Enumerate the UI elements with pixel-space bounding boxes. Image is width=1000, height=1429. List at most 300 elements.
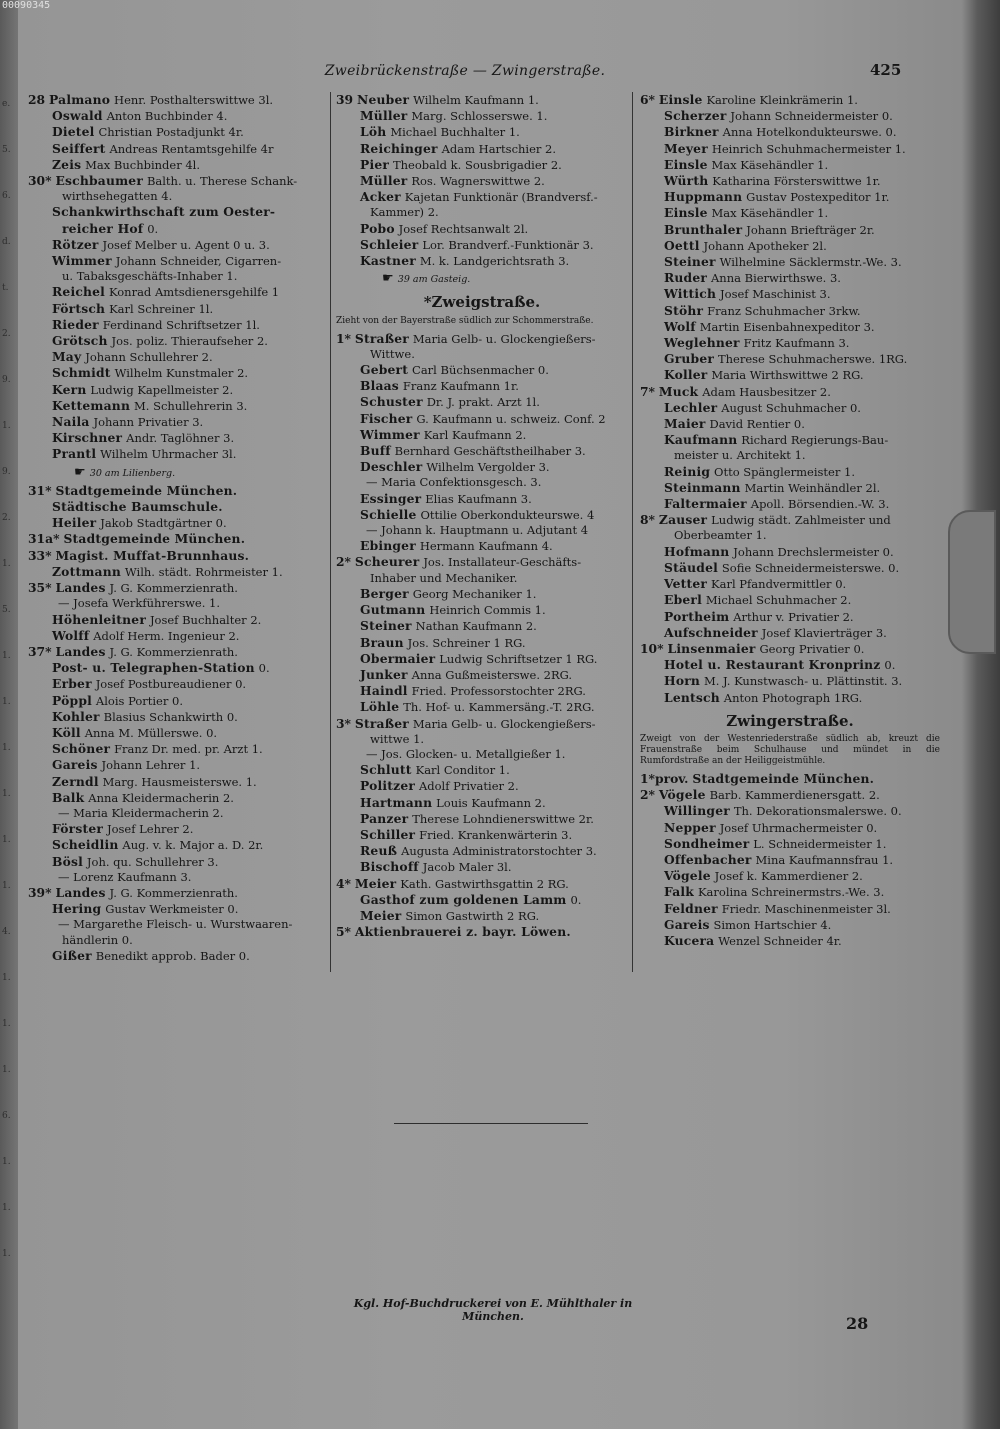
resident-details: Wilhelm Kaufmann 1. <box>413 93 539 107</box>
directory-entry <box>28 237 320 253</box>
resident-details: 0. <box>258 661 270 676</box>
directory-entry <box>28 483 320 499</box>
resident-name: Höhenleitner <box>52 611 147 627</box>
resident-details: J. G. Kommerzienrath. <box>109 644 238 659</box>
resident-details: — Josefa Werkführerswe. 1. <box>58 596 221 611</box>
resident-name: Aktienbrauerei z. bayr. Löwen. <box>354 924 571 940</box>
directory-entry <box>28 870 320 885</box>
cross-reference: ☛ 30 am Lilienberg. <box>74 464 176 480</box>
directory-entry <box>28 108 320 124</box>
directory-entry <box>28 564 320 580</box>
directory-entry <box>640 335 940 351</box>
resident-details: Josef k. Kammerdiener 2. <box>714 869 863 884</box>
resident-details: Henr. Posthalterswittwe 3l. <box>114 93 274 107</box>
house-number: 28 <box>28 92 46 107</box>
resident-name: Stäudel <box>664 559 718 575</box>
resident-details: Johann Lehrer 1. <box>101 758 201 773</box>
resident-details: Karoline Kleinkrämerin 1. <box>706 93 858 107</box>
resident-details: u. Tabaksgeschäfts-Inhaber 1. <box>62 269 238 284</box>
resident-name: Pöppl <box>52 692 92 708</box>
resident-name: Vögele <box>664 868 711 884</box>
directory-entry <box>640 351 940 367</box>
street-heading: *Zweigstraße. <box>423 293 541 312</box>
resident-name: Bischoff <box>360 859 419 875</box>
resident-name: Linsenmaier <box>667 640 756 656</box>
directory-entry <box>28 806 320 821</box>
resident-name: Fischer <box>360 410 413 426</box>
resident-details: Andr. Taglöhner 3. <box>126 431 235 446</box>
margin-fragment: 1. <box>2 789 11 799</box>
resident-name: Gutmann <box>360 602 426 618</box>
resident-details: Anna Bierwirthswe. 3. <box>710 271 841 286</box>
directory-entry <box>336 507 628 523</box>
directory-entry <box>640 852 940 868</box>
resident-details: Benedikt approb. Bader 0. <box>95 948 250 963</box>
directory-entry <box>640 933 940 949</box>
house-number: 1*prov. <box>640 770 689 786</box>
directory-entry <box>336 205 628 220</box>
directory-entry <box>640 496 940 512</box>
directory-entry <box>336 459 628 475</box>
resident-details: Richard Regierungs-Bau- <box>741 433 889 448</box>
resident-details: Johann Schneidermeister 0. <box>730 109 893 124</box>
resident-name: Steiner <box>360 618 412 634</box>
resident-details: Josef Uhrmachermeister 0. <box>719 820 878 835</box>
resident-name: Politzer <box>360 778 416 794</box>
directory-entry <box>336 523 628 538</box>
resident-name: Zottmann <box>52 563 121 579</box>
resident-details: Johann Apotheker 2l. <box>703 238 827 253</box>
resident-name: reicher Hof <box>62 220 144 236</box>
directory-entry <box>640 92 940 108</box>
resident-details: Barb. Kammerdienersgatt. 2. <box>709 788 880 803</box>
house-number: 5* <box>336 924 351 940</box>
resident-details: Aug. v. k. Major a. D. 2r. <box>122 838 264 853</box>
directory-entry <box>336 331 628 347</box>
resident-name: Falk <box>664 884 695 900</box>
directory-entry <box>336 795 628 811</box>
resident-name: Gareis <box>52 757 98 773</box>
resident-details: M. J. Kunstwasch- u. Plättinstit. 3. <box>703 674 903 689</box>
directory-entry <box>28 531 320 547</box>
directory-entry <box>336 778 628 794</box>
resident-name: Gebert <box>360 362 409 378</box>
pointing-hand-icon: ☛ <box>382 271 398 287</box>
resident-name: Wimmer <box>360 426 420 442</box>
margin-fragment: 1. <box>2 743 11 753</box>
directory-entry <box>640 400 940 416</box>
resident-details: Jos. Installateur-Geschäfts- <box>423 555 582 570</box>
directory-entry <box>28 612 320 628</box>
resident-name: Feldner <box>664 900 718 916</box>
directory-entry <box>336 475 628 490</box>
directory-entry <box>640 448 940 463</box>
resident-details: Louis Kaufmann 2. <box>436 795 546 810</box>
resident-details: wittwe 1. <box>370 731 425 746</box>
house-number: 1* <box>336 330 351 346</box>
street-heading: Zwingerstraße. <box>726 711 854 730</box>
resident-details: 0. <box>147 221 159 236</box>
house-number: 2* <box>336 554 351 570</box>
printer-imprint: Kgl. Hof-Buchdruckerei von E. Mühlthaler in München. <box>353 1297 633 1323</box>
directory-entry <box>28 901 320 917</box>
resident-details: Josef Rechtsanwalt 2l. <box>398 221 529 236</box>
resident-name: Landes <box>55 643 106 659</box>
resident-name: Ruder <box>664 270 708 286</box>
resident-name: Förster <box>52 821 104 837</box>
resident-name: Neuber <box>357 92 410 107</box>
resident-details: Friedr. Maschinenmeister 3l. <box>721 901 891 916</box>
resident-details: Jos. Schreiner 1 RG. <box>407 635 526 650</box>
resident-details: Carl Büchsenmacher 0. <box>412 363 549 378</box>
margin-fragment: 6. <box>2 191 11 201</box>
resident-name: Aufschneider <box>664 624 758 640</box>
house-number: 37* <box>28 643 52 659</box>
resident-name: Kern <box>52 381 87 397</box>
directory-entry <box>336 618 628 634</box>
resident-details: Anna Hotelkondukteurswe. 0. <box>722 125 897 140</box>
resident-name: Landes <box>55 884 106 900</box>
directory-entry <box>640 157 940 173</box>
resident-name: Reichinger <box>360 140 438 156</box>
resident-details: Jakob Stadtgärtner 0. <box>100 516 227 531</box>
resident-name: Meyer <box>664 140 708 156</box>
directory-entry <box>28 284 320 300</box>
resident-details: meister u. Architekt 1. <box>674 448 806 463</box>
resident-name: Schiller <box>360 826 416 842</box>
resident-name: Straßer <box>354 715 409 731</box>
column-2 <box>336 92 628 940</box>
resident-details: Fried. Krankenwärterin 3. <box>419 827 573 842</box>
resident-name: Hofmann <box>664 543 730 559</box>
resident-details: Augusta Administratorstochter 3. <box>401 844 597 859</box>
resident-name: Naila <box>52 414 90 430</box>
resident-details: Johann Briefträger 2r. <box>746 222 875 237</box>
directory-entry <box>336 635 628 651</box>
resident-details: Bernhard Geschäftstheilhaber 3. <box>394 444 586 459</box>
directory-entry <box>640 222 940 238</box>
resident-name: Stöhr <box>664 302 704 318</box>
resident-details: Inhaber und Mechaniker. <box>370 570 518 585</box>
resident-details: Balth. u. Therese Schank- <box>146 174 298 189</box>
resident-name: Berger <box>360 585 409 601</box>
resident-details: Wilhelm Uhrmacher 3l. <box>100 447 237 462</box>
house-number: 39 <box>336 92 354 107</box>
directory-entry <box>28 821 320 837</box>
directory-entry <box>28 774 320 790</box>
directory-entry <box>28 269 320 284</box>
directory-entry <box>28 693 320 709</box>
resident-details: Martin Weinhändler 2l. <box>744 480 881 495</box>
resident-details: Apoll. Börsendien.-W. 3. <box>750 497 890 512</box>
directory-entry <box>336 443 628 459</box>
house-number: 31a* <box>28 531 60 547</box>
resident-name: Palmano <box>49 92 111 107</box>
resident-details: Theobald k. Sousbrigadier 2. <box>392 157 562 172</box>
resident-name: Förtsch <box>52 300 106 316</box>
resident-name: Kaufmann <box>664 432 738 448</box>
house-number: 31* <box>28 482 52 498</box>
margin-fragment: 1. <box>2 1065 11 1075</box>
directory-entry <box>336 141 628 157</box>
directory-entry <box>336 108 628 124</box>
margin-fragment: 2. <box>2 513 11 523</box>
resident-name: Pier <box>360 156 390 172</box>
resident-details: Georg Mechaniker 1. <box>412 586 537 601</box>
directory-entry <box>28 157 320 173</box>
column-3 <box>640 92 940 949</box>
resident-details: Josef Maschinist 3. <box>720 287 831 302</box>
directory-entry <box>28 837 320 853</box>
margin-fragment: 1. <box>2 421 11 431</box>
margin-fragment: 2. <box>2 329 11 339</box>
resident-name: Bösl <box>52 853 83 869</box>
directory-entry <box>28 141 320 157</box>
resident-name: Panzer <box>360 810 409 826</box>
resident-details: Anna Gußmeisterswe. 2RG. <box>411 667 573 682</box>
resident-details: Johann Schullehrer 2. <box>85 350 213 365</box>
directory-entry <box>640 528 940 543</box>
page-edge <box>962 0 1000 1429</box>
resident-name: Kucera <box>664 932 715 948</box>
margin-fragment: 5. <box>2 605 11 615</box>
resident-name: Deschler <box>360 459 423 475</box>
resident-details: Nathan Kaufmann 2. <box>415 619 537 634</box>
directory-entry <box>640 868 940 884</box>
resident-details: Blasius Schankwirth 0. <box>103 709 238 724</box>
directory-entry <box>336 747 628 762</box>
directory-entry <box>28 253 320 269</box>
resident-details: August Schuhmacher 0. <box>721 400 861 415</box>
resident-details: Max Käsehändler 1. <box>711 206 829 221</box>
resident-details: Maria Wirthswittwe 2 RG. <box>711 368 864 383</box>
resident-details: Alois Portier 0. <box>95 693 183 708</box>
directory-entry <box>336 827 628 843</box>
directory-entry <box>28 430 320 446</box>
resident-details: Anton Photograph 1RG. <box>723 690 863 705</box>
directory-entry <box>640 836 940 852</box>
directory-entry <box>336 124 628 140</box>
house-number: 4* <box>336 875 351 891</box>
resident-name: Scherzer <box>664 108 727 124</box>
resident-details: Adolf Herm. Ingenieur 2. <box>93 628 240 643</box>
resident-details: Simon Gastwirth 2 RG. <box>405 908 540 923</box>
resident-details: Adolf Privatier 2. <box>418 779 519 794</box>
house-number: 7* <box>640 383 655 399</box>
resident-details: Hermann Kaufmann 4. <box>419 539 553 554</box>
resident-name: Zerndl <box>52 773 99 789</box>
resident-name: Magist. Muffat-Brunnhaus. <box>55 547 250 563</box>
resident-name: Einsle <box>664 205 708 221</box>
directory-entry <box>640 787 940 803</box>
resident-details: Anna M. Müllerswe. 0. <box>84 725 218 740</box>
resident-name: Reinig <box>664 463 711 479</box>
resident-details: J. G. Kommerzienrath. <box>109 885 238 900</box>
resident-details: Ludwig städt. Zahlmeister und <box>711 513 891 528</box>
resident-details: Lor. Brandverf.-Funktionär 3. <box>422 237 594 252</box>
resident-details: Th. Hof- u. Kammersäng.-T. 2RG. <box>403 700 595 715</box>
directory-entry <box>28 790 320 806</box>
resident-details: Konrad Amtsdienersgehilfe 1 <box>108 285 280 300</box>
resident-details: Otto Spänglermeister 1. <box>714 464 855 479</box>
directory-entry <box>640 641 940 657</box>
resident-name: Portheim <box>664 608 730 624</box>
directory-entry <box>640 771 940 787</box>
resident-name: Rieder <box>52 316 99 332</box>
resident-details: Johann Drechslermeister 0. <box>733 544 894 559</box>
directory-entry <box>640 270 940 286</box>
resident-details: Fried. Professorstochter 2RG. <box>411 684 586 699</box>
directory-entry <box>640 480 940 496</box>
directory-entry <box>336 716 628 732</box>
resident-name: Wolff <box>52 627 90 643</box>
directory-entry <box>28 854 320 870</box>
directory-entry <box>336 362 628 378</box>
margin-fragment: e. <box>2 99 11 109</box>
house-number: 3* <box>336 715 351 731</box>
resident-details: Martin Eisenbahnexpeditor 3. <box>699 319 875 334</box>
directory-entry <box>336 811 628 827</box>
resident-name: Hartmann <box>360 794 433 810</box>
resident-name: Scheurer <box>354 554 420 570</box>
thumb-index-notch <box>948 510 996 654</box>
resident-name: Buff <box>360 443 391 459</box>
resident-name: Kastner <box>360 253 416 269</box>
directory-entry <box>336 732 628 747</box>
resident-name: Dietel <box>52 124 95 140</box>
directory-entry <box>336 237 628 253</box>
resident-details: Simon Hartschier 4. <box>713 917 832 932</box>
directory-entry <box>28 92 320 108</box>
resident-name: Löh <box>360 124 387 140</box>
directory-entry <box>28 933 320 948</box>
resident-details: Max Käsehändler 1. <box>711 157 829 172</box>
resident-details: Anna Kleidermacherin 2. <box>88 790 234 805</box>
resident-name: Zauser <box>658 512 708 528</box>
directory-entry <box>640 384 940 400</box>
directory-entry <box>640 609 940 625</box>
directory-entry <box>336 667 628 683</box>
directory-entry <box>336 554 628 570</box>
margin-fragment: 5. <box>2 145 11 155</box>
resident-name: Erber <box>52 676 92 692</box>
column-rule-1 <box>330 92 331 972</box>
resident-details: Michael Schuhmacher 2. <box>705 593 852 608</box>
resident-details: Kajetan Funktionär (Brandversf.- <box>404 190 598 205</box>
directory-entry <box>28 596 320 611</box>
directory-entry <box>28 499 320 515</box>
resident-details: — Lorenz Kaufmann 3. <box>58 869 192 884</box>
resident-name: Hering <box>52 901 102 917</box>
resident-details: Maria Gelb- u. Glockengießers- <box>412 331 596 346</box>
directory-entry <box>336 762 628 778</box>
resident-name: Scheidlin <box>52 837 119 853</box>
resident-details: Josef Postbureaudiener 0. <box>95 677 247 692</box>
street-description: Zweigt von der Westenriederstraße südlich ab, kreuzt die Frauenstraße beim Schulhause und mündet in die Rumfordstraße an der Heiliggeistmühle. <box>640 733 940 766</box>
directory-entry <box>28 580 320 596</box>
resident-name: Balk <box>52 789 85 805</box>
directory-entry <box>336 683 628 699</box>
resident-details: Kammer) 2. <box>370 205 439 220</box>
resident-name: Einsle <box>664 156 708 172</box>
resident-details: Georg Privatier 0. <box>759 641 865 656</box>
directory-entry <box>336 924 628 940</box>
directory-entry <box>640 576 940 592</box>
resident-details: Karl Schreiner 1l. <box>109 301 214 316</box>
resident-details: Kath. Gastwirthsgattin 2 RG. <box>400 876 569 891</box>
directory-entry <box>28 317 320 333</box>
resident-name: Heiler <box>52 515 97 531</box>
resident-details: Heinrich Commis 1. <box>429 603 546 618</box>
directory-entry <box>640 108 940 124</box>
directory-entry <box>336 538 628 554</box>
resident-name: Schmidt <box>52 365 111 381</box>
resident-name: Ebinger <box>360 538 416 554</box>
directory-entry <box>28 628 320 644</box>
resident-details: Franz Schuhmacher 3rkw. <box>707 303 861 318</box>
resident-details: Karl Pfandvermittler 0. <box>711 577 847 592</box>
resident-name: Gißer <box>52 947 92 963</box>
resident-details: Marg. Schlosserswe. 1. <box>411 109 548 124</box>
house-number: 6* <box>640 92 655 107</box>
directory-entry <box>336 411 628 427</box>
resident-name: Würth <box>664 173 709 189</box>
directory-entry <box>640 544 940 560</box>
directory-entry <box>28 885 320 901</box>
directory-entry <box>28 741 320 757</box>
directory-entry <box>640 917 940 933</box>
resident-name: Weglehner <box>664 335 740 351</box>
resident-details: Adam Hartschier 2. <box>441 141 557 156</box>
resident-name: Vetter <box>664 576 708 592</box>
directory-entry <box>336 394 628 410</box>
directory-entry <box>640 657 940 673</box>
resident-details: Sofie Schneidermeisterswe. 0. <box>721 560 900 575</box>
resident-details: Christian Postadjunkt 4r. <box>98 125 244 140</box>
resident-name: Birkner <box>664 124 719 140</box>
resident-details: — Margarethe Fleisch- u. Wurstwaaren- <box>58 917 293 932</box>
directory-entry <box>640 189 940 205</box>
resident-details: David Rentier 0. <box>709 417 805 432</box>
directory-entry <box>28 349 320 365</box>
margin-fragment: 1. <box>2 1019 11 1029</box>
directory-entry <box>640 319 940 335</box>
directory-entry <box>336 253 628 269</box>
resident-details: Wenzel Schneider 4r. <box>718 933 842 948</box>
resident-name: Wimmer <box>52 253 112 269</box>
resident-details: Michael Buchhalter 1. <box>390 125 520 140</box>
margin-fragment: 1. <box>2 973 11 983</box>
resident-name: Köll <box>52 724 81 740</box>
margin-fragment: 1. <box>2 1203 11 1213</box>
resident-name: Gruber <box>664 351 715 367</box>
resident-name: Offenbacher <box>664 851 752 867</box>
resident-details: Fritz Kaufmann 3. <box>743 336 850 351</box>
resident-name: Lechler <box>664 399 718 415</box>
directory-entry <box>28 333 320 349</box>
resident-name: Gareis <box>664 916 710 932</box>
resident-name: Brunthaler <box>664 221 743 237</box>
margin-fragment: 1. <box>2 835 11 845</box>
resident-name: Reuß <box>360 843 398 859</box>
resident-details: J. G. Kommerzienrath. <box>109 581 238 596</box>
directory-entry <box>336 173 628 189</box>
resident-details: Jacob Maler 3l. <box>422 860 512 875</box>
resident-details: Johann Schneider, Cigarren- <box>115 254 282 269</box>
directory-entry <box>336 651 628 667</box>
directory-entry <box>28 725 320 741</box>
resident-details: — Maria Kleidermacherin 2. <box>58 805 224 820</box>
